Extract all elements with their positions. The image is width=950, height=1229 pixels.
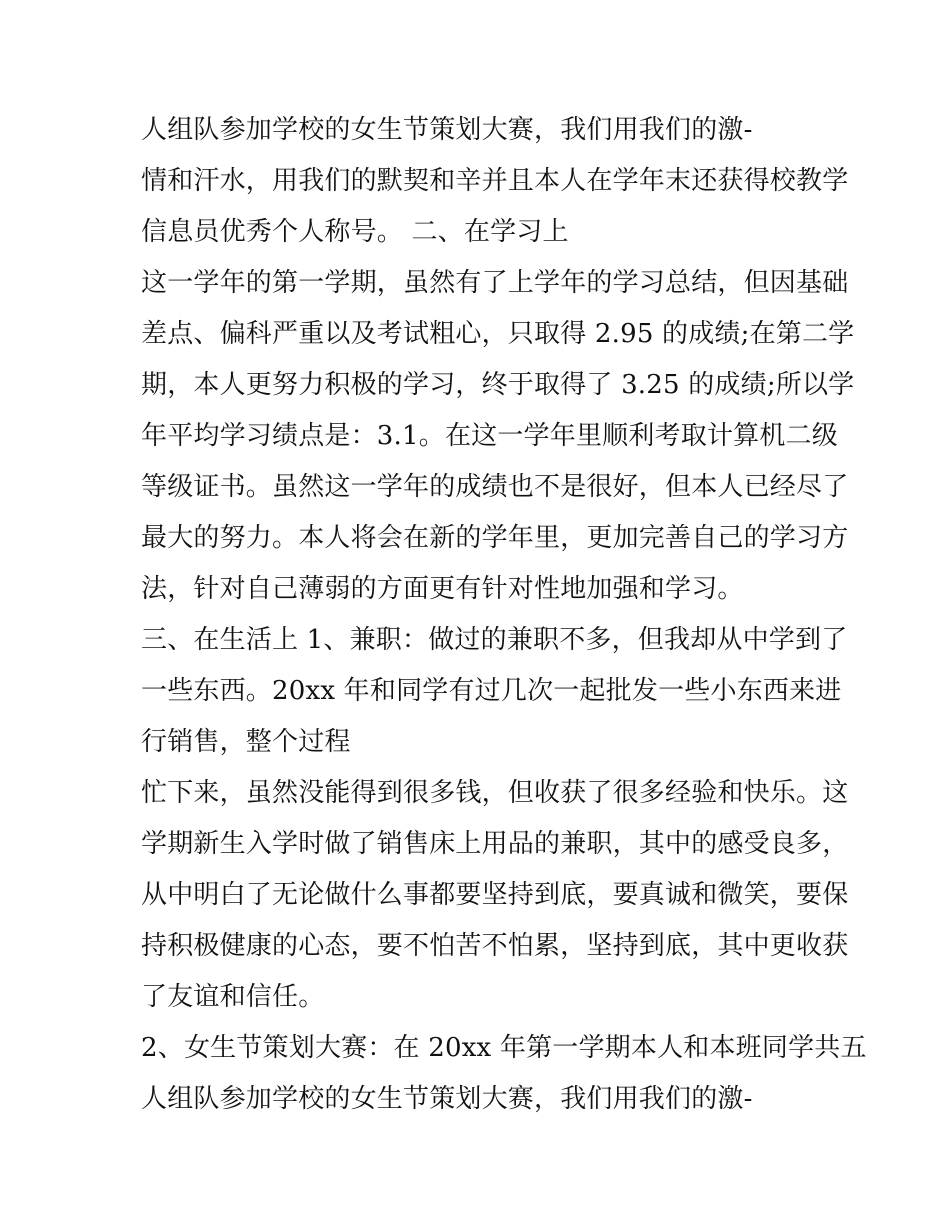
text-line: 2、女生节策划大赛：在 20xx 年第一学期本人和本班同学共五	[141, 1033, 867, 1063]
text-line: 人组队参加学校的女生节策划大赛，我们用我们的激-	[141, 1084, 753, 1114]
text-line: 学期新生入学时做了销售床上用品的兼职，其中的感受良多，	[141, 829, 849, 859]
document-body	[141, 105, 867, 1125]
text-line: 信息员优秀个人称号。 二、在学习上	[141, 217, 569, 247]
text-line: 期，本人更努力积极的学习，终于取得了 3.25 的成绩;所以学	[141, 370, 855, 400]
text-line: 三、在生活上 1、兼职：做过的兼职不多，但我却从中学到了	[141, 625, 848, 655]
text-line: 最大的努力。本人将会在新的学年里，更加完善自己的学习方	[141, 523, 849, 553]
text-line: 法，针对自己薄弱的方面更有针对性地加强和学习。	[141, 574, 744, 604]
text-line: 差点、偏科严重以及考试粗心，只取得 2.95 的成绩;在第二学	[141, 319, 855, 349]
text-line: 了友谊和信任。	[141, 982, 325, 1012]
text-line: 一些东西。20xx 年和同学有过几次一起批发一些小东西来进	[141, 676, 842, 706]
text-line: 从中明白了无论做什么事都要坚持到底，要真诚和微笑，要保	[141, 880, 849, 910]
text-line: 这一学年的第一学期，虽然有了上学年的学习总结，但因基础	[141, 268, 849, 298]
text-line: 等级证书。虽然这一学年的成绩也不是很好，但本人已经尽了	[141, 472, 849, 502]
text-line: 持积极健康的心态，要不怕苦不怕累，坚持到底，其中更收获	[141, 931, 849, 961]
text-line: 情和汗水，用我们的默契和辛并且本人在学年末还获得校教学	[141, 166, 849, 196]
text-line: 人组队参加学校的女生节策划大赛，我们用我们的激-	[141, 115, 753, 145]
text-line: 行销售，整个过程	[141, 727, 351, 757]
text-line: 忙下来，虽然没能得到很多钱，但收获了很多经验和快乐。这	[141, 778, 849, 808]
text-line: 年平均学习绩点是：3.1。在这一学年里顺利考取计算机二级	[141, 421, 838, 451]
